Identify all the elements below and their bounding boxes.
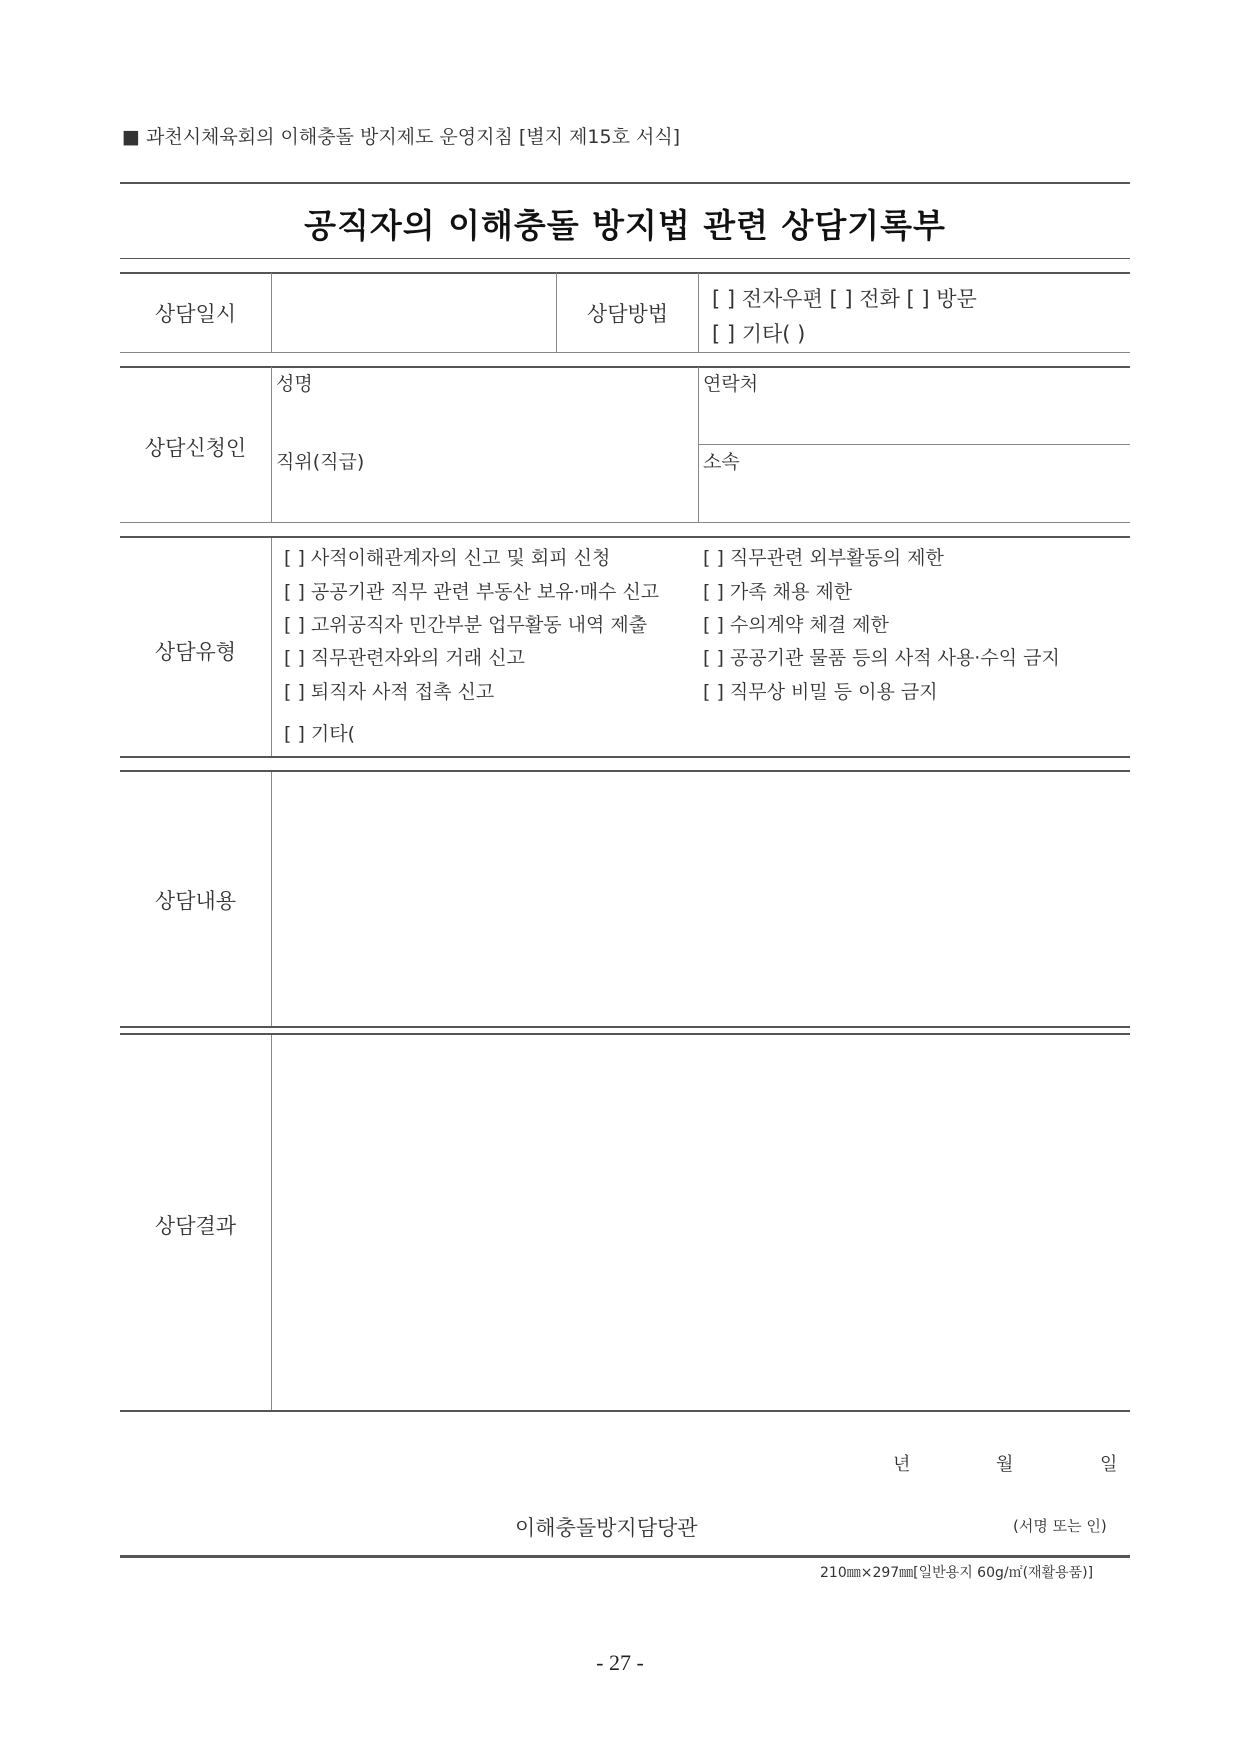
paper-spec-note: 210㎜×297㎜[일반용지 60g/㎡(재활용품)]	[820, 1565, 1094, 1581]
type-option-right-1[interactable]: [ ] 직무관련 외부활동의 제한	[703, 547, 944, 569]
form-title: 공직자의 이해충돌 방지법 관련 상담기록부	[304, 206, 946, 245]
footer-rule	[120, 1555, 1130, 1558]
type-option-left-4[interactable]: [ ] 직무관련자와의 거래 신고	[284, 647, 525, 669]
position-label: 직위(직급)	[276, 451, 365, 473]
applicant-middle	[698, 444, 1130, 445]
consult-result-label: 상담결과	[154, 1214, 237, 1238]
date-year: 년	[893, 1454, 911, 1475]
type-option-other[interactable]: [ ] 기타(	[284, 723, 356, 745]
type-option-left-1[interactable]: [ ] 사적이해관계자의 신고 및 회피 신청	[284, 547, 611, 569]
consult-type-label: 상담유형	[154, 640, 237, 664]
result-bottom	[120, 1410, 1130, 1412]
type-bottom	[120, 756, 1130, 758]
contact-label: 연락처	[703, 373, 759, 395]
title-bottom-rule	[120, 258, 1130, 259]
sign-note: (서명 또는 인)	[1013, 1517, 1107, 1535]
date-month: 월	[996, 1454, 1014, 1475]
type-option-left-5[interactable]: [ ] 퇴직자 사적 접촉 신고	[284, 681, 495, 703]
title-top-rule	[120, 182, 1130, 184]
consult-date-field[interactable]	[272, 274, 556, 352]
signature-area[interactable]	[980, 1505, 1130, 1543]
position-field[interactable]	[272, 472, 698, 520]
consult-method-label: 상담방법	[586, 302, 669, 326]
content-bottom-1	[120, 1026, 1130, 1028]
affiliation-label: 소속	[703, 451, 740, 473]
affiliation-field[interactable]	[699, 472, 1129, 520]
name-label: 성명	[276, 373, 313, 395]
type-option-right-2[interactable]: [ ] 가족 채용 제한	[703, 581, 853, 603]
applicant-label: 상담신청인	[144, 436, 247, 460]
page-number: - 27 -	[596, 1650, 644, 1675]
type-option-left-2[interactable]: [ ] 공공기관 직무 관련 부동산 보유·매수 신고	[284, 581, 660, 603]
type-option-right-4[interactable]: [ ] 공공기관 물품 등의 사적 사용·수익 금지	[703, 647, 1060, 669]
date-day: 일	[1100, 1454, 1118, 1475]
consult-date-label: 상담일시	[154, 302, 237, 326]
type-option-right-5[interactable]: [ ] 직무상 비밀 등 이용 금지	[703, 681, 938, 703]
type-option-right-3[interactable]: [ ] 수의계약 체결 제한	[703, 614, 889, 636]
type-option-left-3[interactable]: [ ] 고위공직자 민간부분 업무활동 내역 제출	[284, 614, 648, 636]
contact-field[interactable]	[699, 394, 1129, 442]
name-field[interactable]	[272, 394, 698, 442]
header-note: ■ 과천시체육회의 이해충돌 방지제도 운영지침 [별지 제15호 서식]	[122, 126, 681, 148]
divider	[271, 538, 272, 756]
divider	[698, 273, 699, 353]
consult-method-options-line2[interactable]: [ ] 기타( )	[712, 322, 806, 346]
signer-title: 이해충돌방지담당관	[515, 1516, 698, 1540]
consult-content-field[interactable]	[272, 773, 1129, 1025]
consult-content-label: 상담내용	[154, 889, 237, 913]
consult-method-options-line1[interactable]: [ ] 전자우편 [ ] 전화 [ ] 방문	[712, 287, 977, 311]
consult-result-field[interactable]	[272, 1036, 1129, 1408]
